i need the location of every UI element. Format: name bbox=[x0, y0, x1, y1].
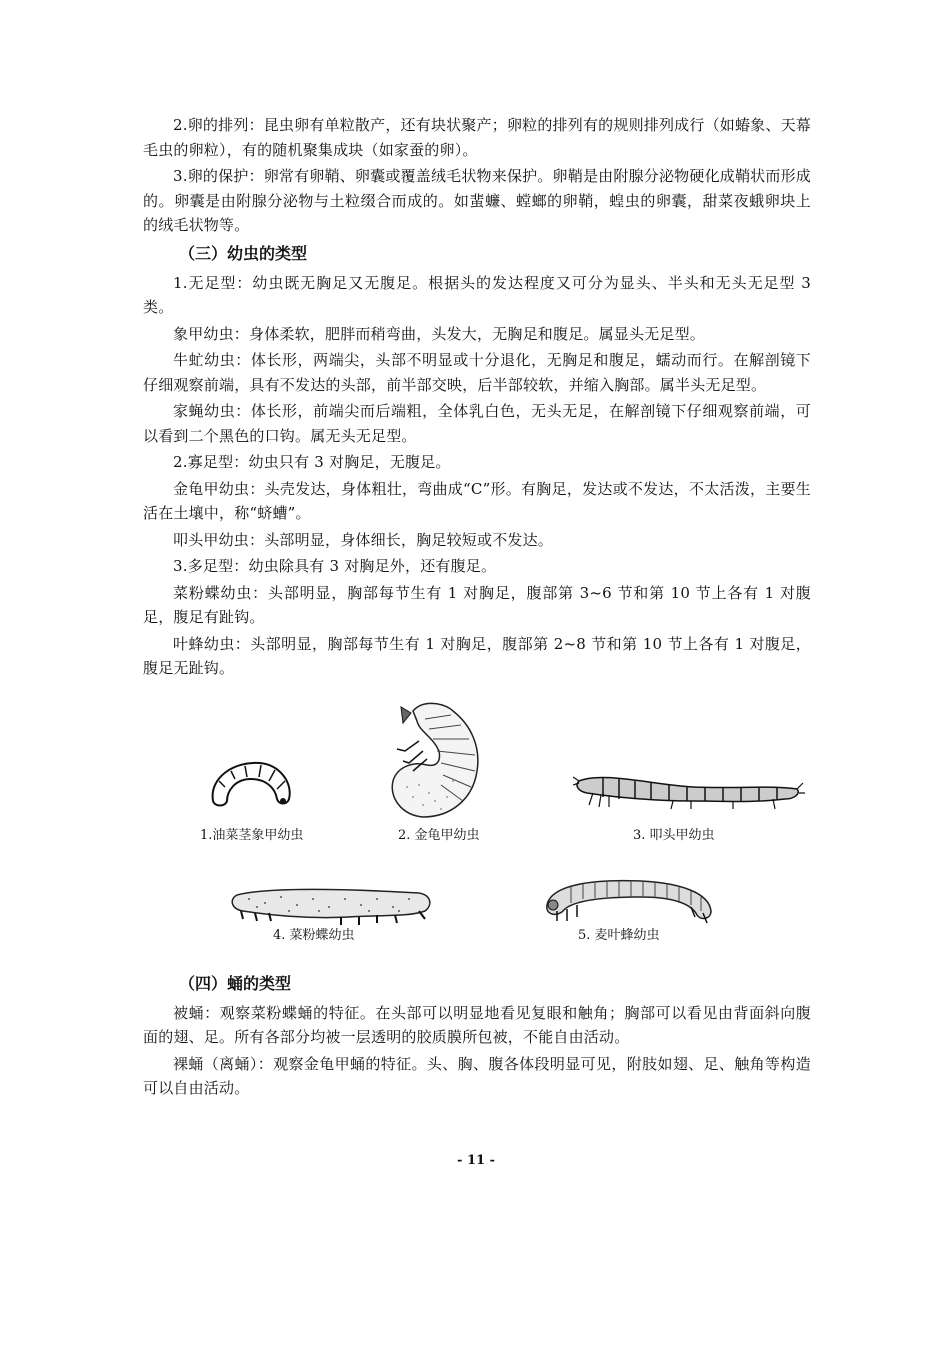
paragraph-apodous: 1.无足型：幼虫既无胸足又无腹足。根据头的发达程度又可分为显头、半头和无头无足型 3 类。 bbox=[143, 273, 811, 316]
larva-figures bbox=[143, 697, 811, 965]
heading-larva-types: （三）幼虫的类型 bbox=[179, 243, 308, 263]
figure-caption-3: 3. 叩头甲幼虫 bbox=[633, 827, 715, 843]
paragraph-egg-arrangement: 2.卵的排列：昆虫卵有单粒散产，还有块状聚产；卵粒的排列有的规则排列成行（如蝽象、天幕毛虫的卵粒），有的随机聚集成块（如家蚕的卵）。 bbox=[143, 116, 811, 159]
click-beetle-larva-illustration bbox=[573, 763, 805, 819]
paragraph-housefly-larva: 家蝇幼虫：体长形，前端尖而后端粗，全体乳白色，无头无足，在解剖镜下仔细观察前端，可以看到二个黑色的口钩。属无头无足型。 bbox=[143, 402, 811, 445]
paragraph-tabanid-larva: 牛虻幼虫：体长形，两端尖，头部不明显或十分退化，无胸足和腹足，蠕动而行。在解剖镜下仔细观察前端，具有不发达的头部，前半部交映，后半部较软，并缩入胸部。属半头无足型。 bbox=[143, 351, 811, 394]
figure-caption-2: 2. 金龟甲幼虫 bbox=[398, 827, 480, 843]
weevil-larva-illustration bbox=[205, 757, 295, 809]
paragraph-exarate-pupa: 裸蛹（离蛹）：观察金龟甲蛹的特征。头、胸、腹各体段明显可见，附肢如翅、足、触角等构造可以自由活动。 bbox=[143, 1054, 811, 1097]
page-body bbox=[143, 113, 811, 1103]
paragraph-scarab-larva: 金龟甲幼虫：头壳发达，身体粗壮，弯曲成“C”形。有胸足，发达或不发达，不太活泼，主要生活在土壤中，称“蛴螬”。 bbox=[143, 479, 811, 522]
scarab-larva-illustration bbox=[383, 697, 493, 823]
paragraph-sawfly-larva: 叶蜂幼虫：头部明显，胸部每节生有 1 对胸足，腹部第 2~8 节和第 10 节上各有 1 对腹足，腹足无趾钩。 bbox=[143, 634, 811, 677]
paragraph-oligopod: 2.寡足型：幼虫只有 3 对胸足，无腹足。 bbox=[173, 453, 451, 471]
paragraph-egg-protection: 3.卵的保护：卵常有卵鞘、卵囊或覆盖绒毛状物来保护。卵鞘是由附腺分泌物硬化成鞘状而形成的。卵囊是由附腺分泌物与土粒缀合而成的。如蜚蠊、螳螂的卵鞘，蝗虫的卵囊，甜菜夜蛾卵块上的绒毛状物等。 bbox=[143, 167, 811, 234]
figure-caption-5: 5. 麦叶蜂幼虫 bbox=[578, 927, 660, 943]
paragraph-click-beetle-larva: 叩头甲幼虫：头部明显，身体细长，胸足较短或不发达。 bbox=[173, 530, 554, 549]
sawfly-larva-illustration bbox=[541, 871, 717, 931]
figure-caption-4: 4. 菜粉蝶幼虫 bbox=[273, 927, 355, 943]
heading-pupa-types: （四）蛹的类型 bbox=[179, 973, 292, 993]
paragraph-polypod: 3.多足型：幼虫除具有 3 对胸足外，还有腹足。 bbox=[173, 557, 497, 575]
paragraph-cabbage-butterfly-larva: 菜粉蝶幼虫：头部明显，胸部每节生有 1 对胸足，腹部第 3~6 节和第 10 节上各有 1 对腹足，腹足有趾钩。 bbox=[143, 583, 811, 626]
paragraph-weevil-larva: 象甲幼虫：身体柔软，肥胖而稍弯曲，头发大，无胸足和腹足。属显头无足型。 bbox=[173, 324, 706, 343]
page-number: - 11 - bbox=[457, 1153, 495, 1168]
paragraph-obtect-pupa: 被蛹：观察菜粉蝶蛹的特征。在头部可以明显地看见复眼和触角；胸部可以看见由背面斜向腹面的翅、足。所有各部分均被一层透明的胶质膜所包被，不能自由活动。 bbox=[143, 1003, 811, 1046]
figure-caption-1: 1.油菜茎象甲幼虫 bbox=[200, 827, 304, 843]
